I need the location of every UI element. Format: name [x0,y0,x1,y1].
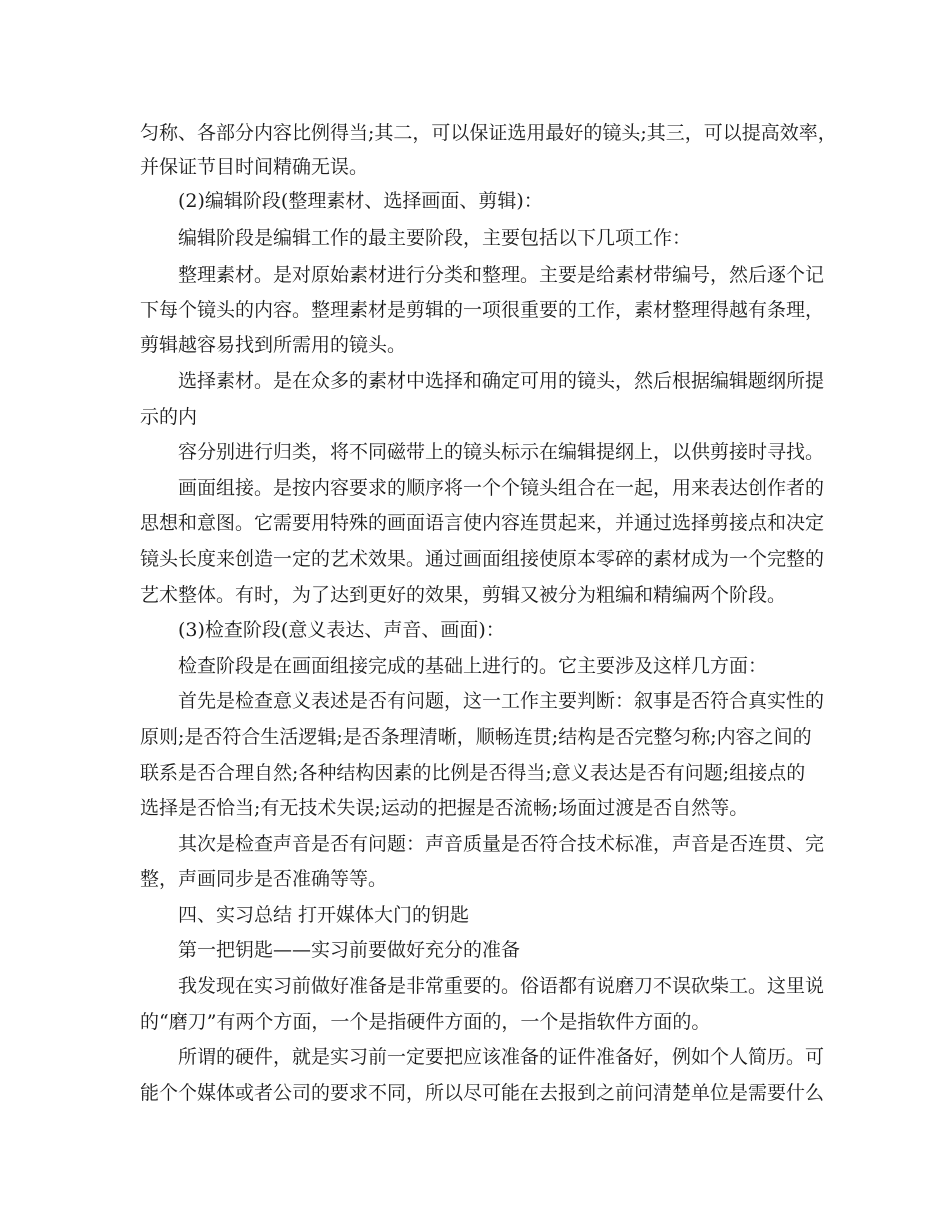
text-line: 检查阶段是在画面组接完成的基础上进行的。它主要涉及这样几方面： [178,655,768,677]
text-line: 容分别进行归类，将不同磁带上的镜头标示在编辑提纲上，以供剪接时寻找。 [178,441,825,463]
text-line: 能个个媒体或者公司的要求不同，所以尽可能在去报到之前问清楚单位是需要什么 [140,1082,825,1104]
section-heading: 四、实习总结 打开媒体大门的钥匙 [178,904,470,926]
text-line: 并保证节目时间精确无误。 [140,156,369,178]
text-line: 原则;是否符合生活逻辑;是否条理清晰，顺畅连贯;结构是否完整匀称;内容之间的 [140,726,812,748]
text-line: 联系是否合理自然;各种结构因素的比例是否得当;意义表达是否有问题;组接点的 [140,762,806,784]
text-line: 整理素材。是对原始素材进行分类和整理。主要是给素材带编号，然后逐个记 [178,264,825,286]
text-line: 示的内 [140,406,198,428]
text-line: 的“磨刀”有两个方面，一个是指硬件方面的，一个是指软件方面的。 [140,1011,711,1033]
text-line: 其次是检查声音是否有问题：声音质量是否符合技术标准，声音是否连贯、完 [178,833,825,855]
text-line: (3)检查阶段(意义表达、声音、画面)： [178,619,505,641]
text-line: 编辑阶段是编辑工作的最主要阶段，主要包括以下几项工作： [178,227,692,249]
text-line: (2)编辑阶段(整理素材、选择画面、剪辑)： [178,190,543,212]
text-line: 首先是检查意义表述是否有问题，这一工作主要判断：叙事是否符合真实性的 [178,690,825,712]
text-line: 剪辑越容易找到所需用的镜头。 [140,334,407,356]
text-line: 匀称、各部分内容比例得当;其二，可以保证选用最好的镜头;其三，可以提高效率， [140,122,837,144]
text-line: 选择是否恰当;有无技术失误;运动的把握是否流畅;场面过渡是否自然等。 [140,797,749,819]
text-line: 画面组接。是按内容要求的顺序将一个个镜头组合在一起，用来表达创作者的 [178,477,825,499]
text-line: 艺术整体。有时，为了达到更好的效果，剪辑又被分为粗编和精编两个阶段。 [140,584,787,606]
text-line: 整，声画同步是否准确等等。 [140,868,388,890]
text-line: 镜头长度来创造一定的艺术效果。通过画面组接使原本零碎的素材成为一个完整的 [140,548,825,570]
text-line: 选择素材。是在众多的素材中选择和确定可用的镜头，然后根据编辑题纲所提 [178,370,825,392]
text-line: 第一把钥匙——实习前要做好充分的准备 [178,939,521,961]
text-line: 所谓的硬件，就是实习前一定要把应该准备的证件准备好，例如个人简历。可 [178,1046,825,1068]
text-line: 下每个镜头的内容。整理素材是剪辑的一项很重要的工作，素材整理得越有条理， [140,299,825,321]
text-line: 思想和意图。它需要用特殊的画面语言使内容连贯起来，并通过选择剪接点和决定 [140,512,825,534]
text-line: 我发现在实习前做好准备是非常重要的。俗语都有说磨刀不误砍柴工。这里说 [178,975,825,997]
